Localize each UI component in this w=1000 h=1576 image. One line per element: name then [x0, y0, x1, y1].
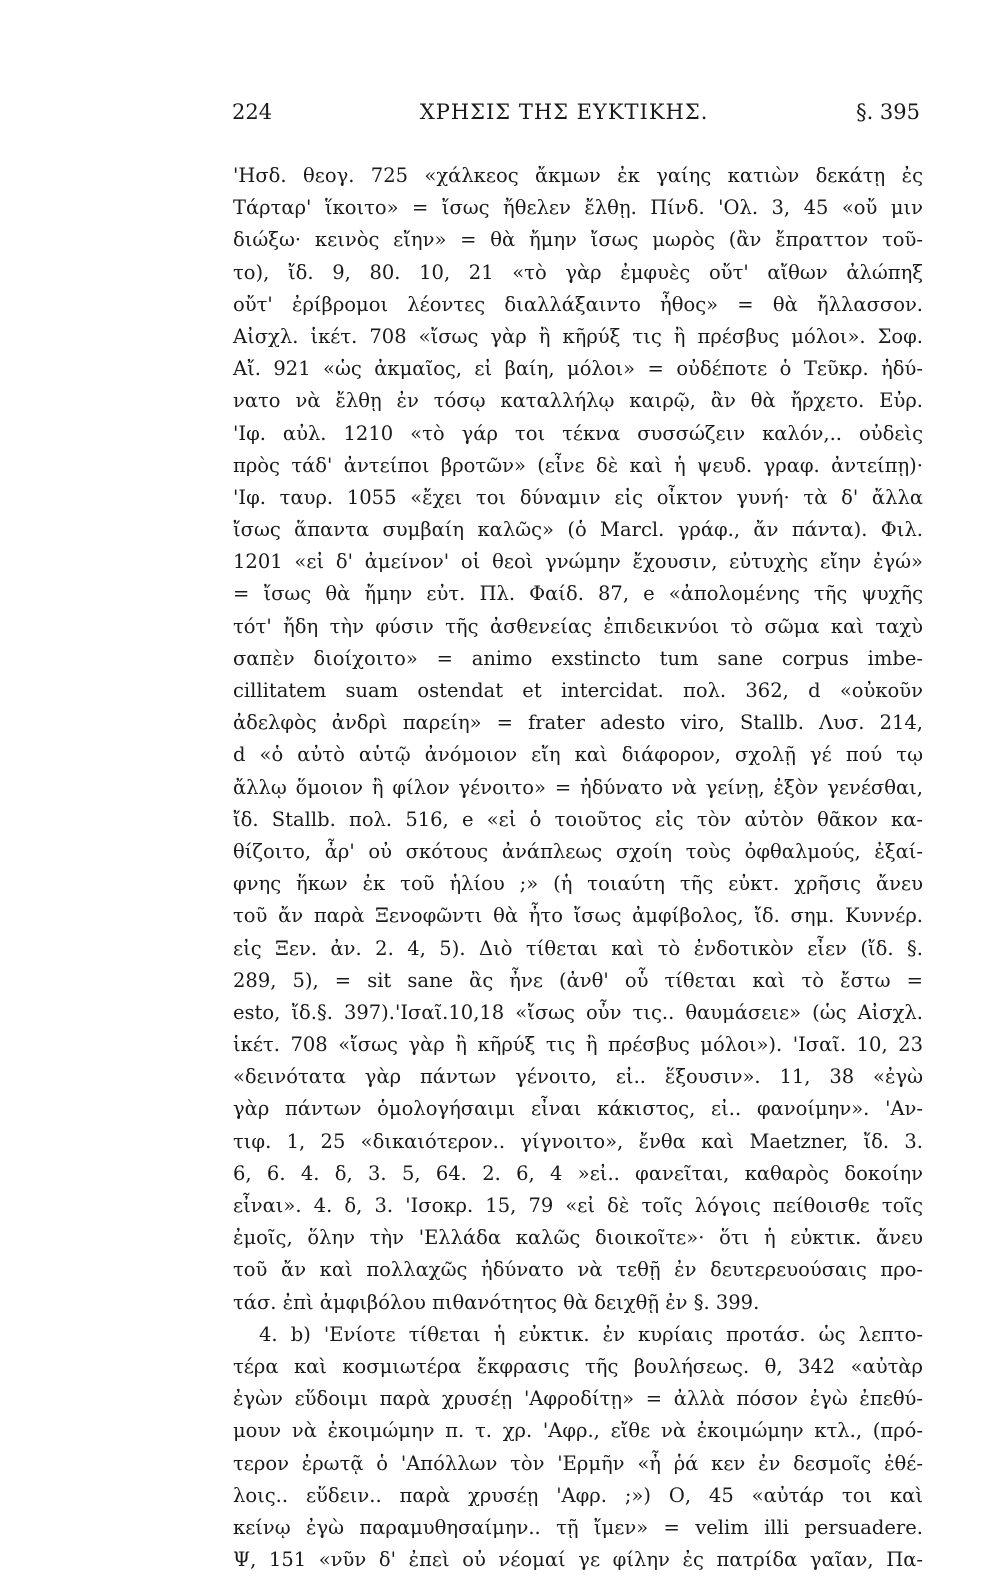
- text-line: εἶναι». 4. δ, 3. 'Ισοκρ. 15, 79 «εἰ δὲ τοῖς λόγοις πείθοισθε τοῖς: [233, 1194, 923, 1217]
- section-number: §. 395: [856, 100, 920, 124]
- text-line: φνης ἥκων ἐκ τοῦ ἡλίου ;» (ἡ τοιαύτη τῆς εὐκτ. χρῆσις ἄνευ: [233, 872, 923, 896]
- text-line: πρὸς τάδ' ἀντείποι βροτῶν» (εἶνε δὲ καὶ ἡ ψευδ. γραφ. ἀντείπῃ)·: [233, 453, 923, 477]
- text-line: ἀδελφὸς ἀνδρὶ παρείη» = frater adesto viro, Stallb. Λυσ. 214,: [233, 711, 923, 735]
- text-line: 289, 5), = sit sane ἂς ἦνε (ἀνθ' οὗ τίθεται καὶ τὸ ἔστω =: [233, 968, 923, 992]
- text-line: τότ' ἤδη τὴν φύσιν τῆς ἀσθενείας ἐπιδεικνύοι τὸ σῶμα καὶ ταχὺ: [233, 614, 923, 638]
- text-line: ἄλλῳ ὅμοιον ἢ φίλον γένοιτο» = ἠδύνατο νὰ γείνῃ, ἐξὸν γενέσθαι,: [233, 775, 923, 799]
- text-line: θίζοιτο, ἆρ' οὐ σκότους ἀνάπλεως σχοίη τοὺς ὀφθαλμούς, ἐξαί-: [233, 839, 923, 863]
- text-line: ἱκέτ. 708 «ἴσως γὰρ ἢ κῆρύξ τις ἢ πρέσβυς μόλοι»). 'Ισαῖ. 10, 23: [233, 1033, 923, 1057]
- running-title: ΧΡΗΣΙΣ ΤΗΣ ΕΥΚΤΙΚΗΣ.: [419, 100, 709, 124]
- text-line: σαπὲν διοίχοιτο» = animo exstincto tum sane corpus imbe-: [233, 646, 923, 670]
- text-line: esto, ἴδ.§. 397).'Ισαῖ.10,18 «ἴσως οὖν τις.. θαυμάσειε» (ὡς Αἰσχλ.: [233, 1000, 923, 1024]
- text-line: τέρα καὶ κοσμιωτέρα ἔκφρασις τῆς βουλήσεως. θ, 342 «αὐτὰρ: [233, 1354, 923, 1378]
- text-line: Τάρταρ' ἵκοιτο» = ἴσως ἤθελεν ἔλθῃ. Πίνδ. 'Ολ. 3, 45 «οὔ μιν: [233, 196, 923, 220]
- text-line: το), ἴδ. 9, 80. 10, 21 «τὸ γὰρ ἐμφυὲς οὔτ' αἴθων ἀλώπηξ: [233, 260, 923, 284]
- text-line: «δεινότατα γὰρ πάντων γένοιτο, εἰ.. ἕξουσιν». 11, 38 «ἐγὼ: [233, 1065, 923, 1089]
- text-line: διώξω· κεινὸς εἴην» = θὰ ἤμην ἴσως μωρὸς (ἂν ἔπραττον τοῦ-: [233, 228, 923, 252]
- text-line: κείνῳ ἐγὼ παραμυθησαίμην.. τῇ ἴμεν» = velim illi persuadere.: [233, 1515, 923, 1539]
- body-text: [233, 160, 923, 1576]
- text-line: τάσ. ἐπὶ ἀμφιβόλου πιθανότητος θὰ δειχθῇ ἐν §. 399.: [233, 1290, 760, 1314]
- text-line: Ψ, 151 «νῦν δ' ἐπεὶ οὐ νέομαί γε φίλην ἐς πατρίδα γαῖαν, Πα-: [233, 1548, 923, 1572]
- page-number: 224: [232, 100, 273, 124]
- text-line: ἐμοῖς, ὅλην τὴν 'Ελλάδα καλῶς διοικοῖτε»· ὅτι ἡ εὐκτικ. ἄνευ: [233, 1226, 923, 1250]
- text-line: ἴσως ἅπαντα συμβαίη καλῶς» (ὁ Marcl. γράφ., ἄν πάντα). Φιλ.: [233, 518, 923, 542]
- text-line: τοῦ ἄν παρὰ Ξενοφῶντι θὰ ἦτο ἴσως ἀμφίβολος, ἴδ. σημ. Κυννέρ.: [233, 904, 923, 928]
- running-header: [232, 100, 920, 140]
- text-line: cillitatem suam ostendat et intercidat. πολ. 362, d «οὐκοῦν: [233, 679, 923, 702]
- text-line: d «ὁ αὐτὸ αὑτῷ ἀνόμοιον εἴη καὶ διάφορον, σχολῇ γέ πού τῳ: [233, 743, 923, 767]
- text-line: = ἴσως θὰ ἤμην εὐτ. Πλ. Φαίδ. 87, e «ἀπολομένης τῆς ψυχῆς: [233, 582, 923, 606]
- text-line: εἰς Ξεν. ἀν. 2. 4, 5). Διὸ τίθεται καὶ τὸ ἐνδοτικὸν εἶεν (ἴδ. §.: [233, 936, 923, 960]
- text-line: Αἴ. 921 «ὡς ἀκμαῖος, εἰ βαίη, μόλοι» = οὐδέποτε ὁ Τεῦκρ. ἠδύ-: [233, 357, 923, 381]
- text-line: οὔτ' ἐρίβρομοι λέοντες διαλλάξαιντο ἦθος» = θὰ ἤλλασσον.: [233, 292, 923, 316]
- text-line: 4. b) 'Ενίοτε τίθεται ἡ εὐκτικ. ἐν κυρίαις προτάσ. ὡς λεπτο-: [259, 1322, 923, 1346]
- text-line: 6, 6. 4. δ, 3. 5, 64. 2. 6, 4 »εἰ.. φανεῖται, καθαρὸς δοκοίην: [233, 1161, 923, 1185]
- text-line: τιφ. 1, 25 «δικαιότερον.. γίγνοιτο», ἔνθα καὶ Maetzner, ἴδ. 3.: [233, 1129, 923, 1153]
- text-line: γὰρ πάντων ὁμολογήσαιμι εἶναι κάκιστος, εἰ.. φανοίμην». 'Αν-: [233, 1097, 923, 1121]
- text-line: ἐγὼν εὕδοιμι παρὰ χρυσέῃ 'Αφροδίτῃ» = ἀλλὰ πόσον ἐγὼ ἐπεθύ-: [233, 1387, 923, 1411]
- text-line: νατο νὰ ἔλθῃ ἐν τόσῳ καταλλήλῳ καιρῷ, ἂν θὰ ἤρχετο. Εὐρ.: [233, 389, 923, 413]
- text-line: 'Ιφ. αὐλ. 1210 «τὸ γάρ τοι τέκνα συσσώζειν καλόν,.. οὐδεὶς: [233, 421, 923, 445]
- text-line: λοις.. εὕδειν.. παρὰ χρυσέῃ 'Αφρ. ;») Ο, 45 «αὐτάρ τοι καὶ: [233, 1483, 923, 1507]
- text-line: μουν νὰ ἐκοιμώμην π. τ. χρ. 'Αφρ., εἴθε νὰ ἐκοιμώμην κτλ., (πρό-: [233, 1419, 923, 1443]
- text-line: 'Ιφ. ταυρ. 1055 «ἔχει τοι δύναμιν εἰς οἶκτον γυνή· τὰ δ' ἄλλα: [233, 485, 923, 509]
- text-line: ἴδ. Stallb. πολ. 516, e «εἰ ὁ τοιοῦτος εἰς τὸν αὐτὸν θᾶκον κα-: [233, 807, 923, 831]
- text-line: τερον ἐρωτᾷ ὁ 'Απόλλων τὸν 'Ερμῆν «ἦ ῥά κεν ἐν δεσμοῖς ἐθέ-: [233, 1451, 923, 1475]
- text-line: Αἰσχλ. ἱκέτ. 708 «ἴσως γὰρ ἢ κῆρύξ τις ἢ πρέσβυς μόλοι». Σοφ.: [233, 324, 923, 348]
- text-line: 1201 «εἰ δ' ἀμείνον' οἱ θεοὶ γνώμην ἔχουσιν, εὐτυχὴς εἴην ἐγώ»: [233, 550, 923, 574]
- text-line: 'Ησδ. θεογ. 725 «χάλκεος ἄκμων ἐκ γαίης κατιὼν δεκάτῃ ἐς: [233, 164, 923, 187]
- text-line: τοῦ ἄν καὶ πολλαχῶς ἠδύνατο νὰ τεθῇ ἐν δευτερευούσαις προ-: [233, 1258, 923, 1282]
